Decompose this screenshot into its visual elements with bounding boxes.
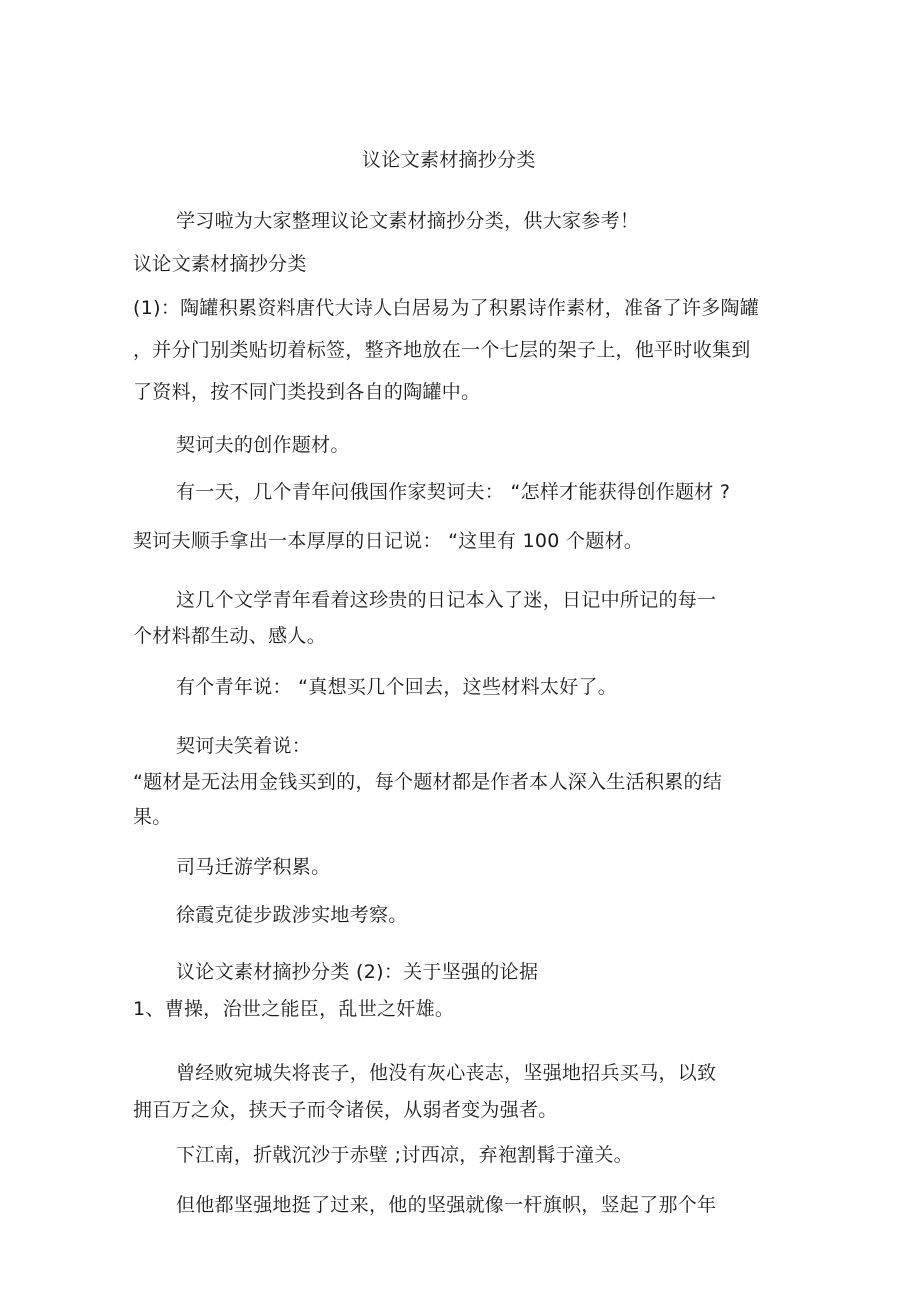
text-line: 下江南，折戟沉沙于赤壁 ;讨西凉，弃袍割髯于潼关。 (176, 1144, 633, 1166)
text-line: 司马迁游学积累。 (176, 856, 331, 878)
section-heading: 议论文素材摘抄分类 (2)：关于坚强的论据 (176, 961, 539, 983)
text-line: 契诃夫笑着说： (176, 735, 312, 757)
text-line: 但他都坚强地挺了过来，他的坚强就像一杆旗帜，竖起了那个年 (176, 1194, 717, 1216)
text-line: ，并分门别类贴切着标签，整齐地放在一个七层的架子上，他平时收集到 (133, 339, 751, 361)
text-line: 契诃夫顺手拿出一本厚厚的日记说： “这里有 100 个题材。 (133, 530, 644, 552)
text-line: (1)：陶罐积累资料唐代大诗人白居易为了积累诗作素材，准备了许多陶罐 (133, 297, 760, 319)
document-title: 议论文素材摘抄分类 (362, 149, 536, 171)
text-line: 曾经败宛城失将丧子，他没有灰心丧志，坚强地招兵买马，以致 (176, 1062, 717, 1084)
text-line: 了资料，按不同门类投到各自的陶罐中。 (133, 381, 481, 403)
text-line: 有个青年说： “真想买几个回去，这些材料太好了。 (176, 676, 618, 698)
text-line: “题材是无法用金钱买到的，每个题材都是作者本人深入生活积累的结 (133, 771, 723, 793)
text-line: 有一天，几个青年问俄国作家契诃夫： “怎样才能获得创作题材 ? (176, 481, 731, 503)
text-line: 1、曹操，治世之能臣，乱世之奸雄。 (133, 998, 455, 1020)
text-line: 徐霞克徒步跋涉实地考察。 (176, 904, 408, 926)
text-line: 学习啦为大家整理议论文素材摘抄分类，供大家参考！ (176, 210, 640, 232)
text-line: 拥百万之众，挟天子而令诸侯，从弱者变为强者。 (133, 1099, 558, 1121)
text-line: 个材料都生动、感人。 (133, 625, 327, 647)
text-line: 契诃夫的创作题材。 (176, 434, 350, 456)
text-line: 议论文素材摘抄分类 (133, 253, 307, 275)
text-line: 这几个文学青年看着这珍贵的日记本入了迷，日记中所记的每一 (176, 589, 717, 611)
text-line: 果。 (133, 806, 172, 828)
